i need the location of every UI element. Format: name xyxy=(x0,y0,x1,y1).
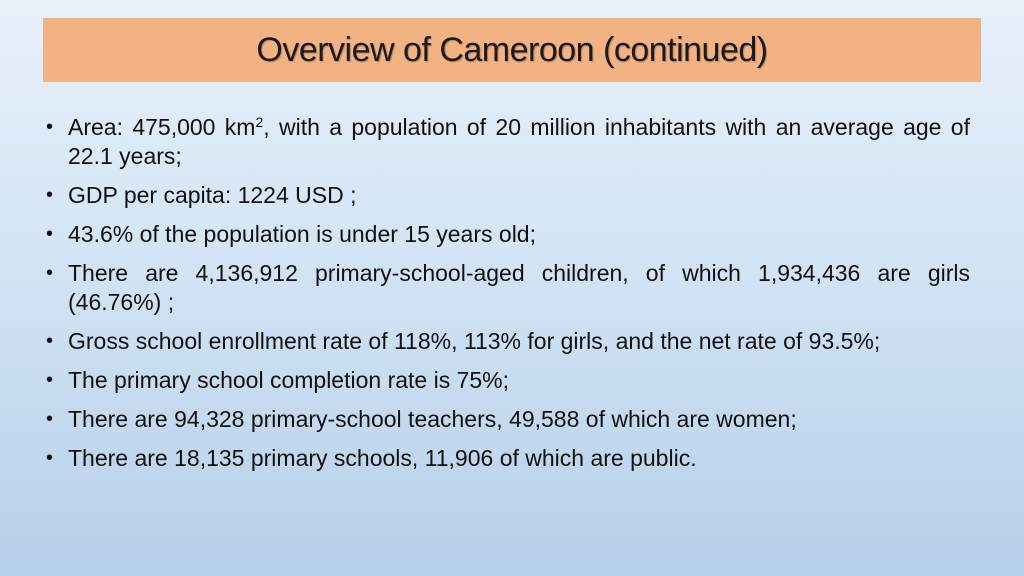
bullet-item-children xyxy=(44,259,970,317)
bullet-icon: • xyxy=(46,184,54,206)
bullet-icon: • xyxy=(46,262,54,284)
bullet-text: Gross school enrollment rate of 118%, 113% for girls, and the net rate of 93.5%; xyxy=(68,328,881,354)
bullet-item-completion xyxy=(44,366,970,395)
bullet-icon: • xyxy=(46,116,54,138)
bullet-item-schools xyxy=(44,444,970,473)
bullet-icon: • xyxy=(46,447,54,469)
bullet-list xyxy=(44,113,970,483)
bullet-text: There are 4,136,912 primary-school-aged children, of which 1,934,436 are girls (46.76%) ; xyxy=(68,260,970,315)
bullet-icon: • xyxy=(46,330,54,352)
bullet-text: The primary school completion rate is 75%; xyxy=(68,367,510,393)
bullet-text: 43.6% of the population is under 15 years old; xyxy=(68,221,536,247)
bullet-icon: • xyxy=(46,223,54,245)
bullet-item-under-15 xyxy=(44,220,970,249)
bullet-text: Area: 475,000 km xyxy=(68,114,256,140)
title-banner xyxy=(43,18,981,82)
bullet-text: , with a population of 20 million inhabitants with an average age of 22.1 years; xyxy=(68,114,970,169)
bullet-text: There are 94,328 primary-school teachers, 49,588 of which are women; xyxy=(68,406,797,432)
bullet-icon: • xyxy=(46,408,54,430)
slide-title: Overview of Cameroon (continued) xyxy=(256,30,768,69)
bullet-item-area xyxy=(44,113,970,171)
bullet-icon: • xyxy=(46,369,54,391)
bullet-text: There are 18,135 primary schools, 11,906 of which are public. xyxy=(68,445,697,471)
bullet-item-teachers xyxy=(44,405,970,434)
superscript: 2 xyxy=(255,114,264,130)
bullet-text: GDP per capita: 1224 USD ; xyxy=(68,182,357,208)
bullet-item-gdp xyxy=(44,181,970,210)
bullet-item-enrollment xyxy=(44,327,970,356)
